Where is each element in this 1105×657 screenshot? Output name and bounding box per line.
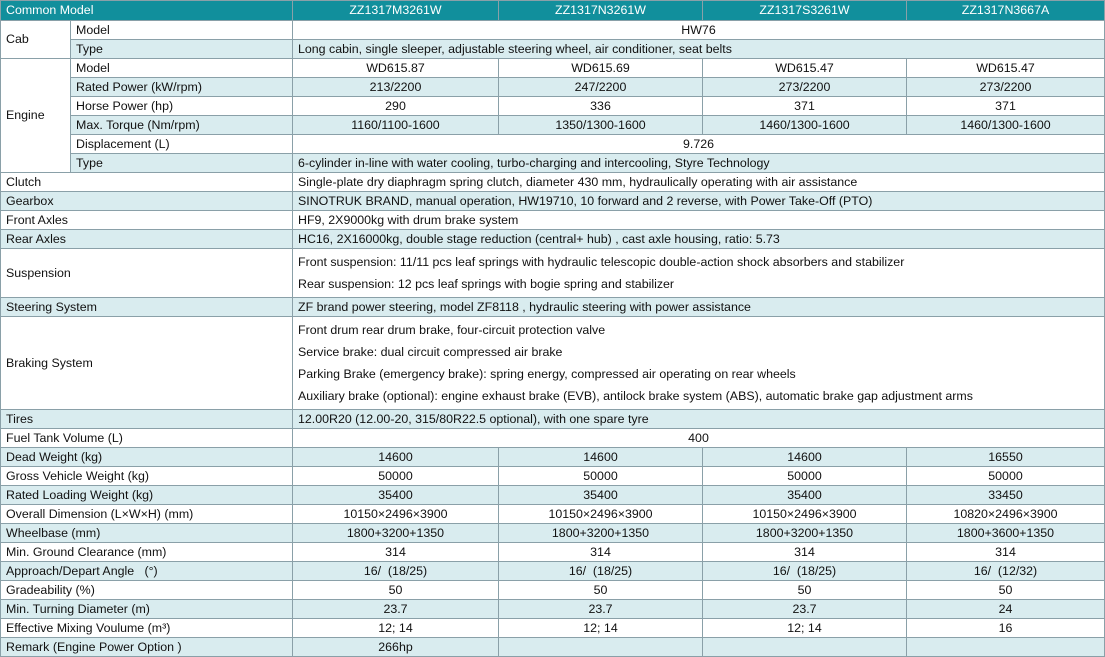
cell: WD615.87 xyxy=(293,59,499,78)
remark-row xyxy=(1,638,1105,657)
turning-diameter-row xyxy=(1,600,1105,619)
row-label: Tires xyxy=(1,410,293,429)
cell xyxy=(499,638,703,657)
cell: 35400 xyxy=(499,486,703,505)
row-label: Type xyxy=(71,40,293,59)
engine-model-row xyxy=(1,59,1105,78)
fuel-tank-row xyxy=(1,429,1105,448)
engine-torque-row xyxy=(1,116,1105,135)
dead-weight-row xyxy=(1,448,1105,467)
cell: 1160/1100-1600 xyxy=(293,116,499,135)
suspension-row xyxy=(1,249,1105,298)
row-label: Front Axles xyxy=(1,211,293,230)
row-label: Max. Torque (Nm/rpm) xyxy=(71,116,293,135)
row-label: Fuel Tank Volume (L) xyxy=(1,429,293,448)
cell: 1800+3200+1350 xyxy=(499,524,703,543)
row-label: Clutch xyxy=(1,173,293,192)
cell: 314 xyxy=(499,543,703,562)
cell: 16/ (12/32) xyxy=(907,562,1105,581)
row-label: Suspension xyxy=(1,249,293,298)
cell: 1460/1300-1600 xyxy=(907,116,1105,135)
rated-loading-row xyxy=(1,486,1105,505)
row-label: Dead Weight (kg) xyxy=(1,448,293,467)
cell xyxy=(703,638,907,657)
row-label: Rated Power (kW/rpm) xyxy=(71,78,293,97)
row-label: Steering System xyxy=(1,298,293,317)
displacement-value: 9.726 xyxy=(293,135,1105,154)
rear-axles-row xyxy=(1,230,1105,249)
cell: 50000 xyxy=(703,467,907,486)
clutch-row xyxy=(1,173,1105,192)
wheelbase-row xyxy=(1,524,1105,543)
row-label: Overall Dimension (L×W×H) (mm) xyxy=(1,505,293,524)
cell: 50 xyxy=(703,581,907,600)
cell: 14600 xyxy=(499,448,703,467)
cell: 266hp xyxy=(293,638,499,657)
steering-row xyxy=(1,298,1105,317)
row-label: Min. Ground Clearance (mm) xyxy=(1,543,293,562)
row-label: Horse Power (hp) xyxy=(71,97,293,116)
braking-value xyxy=(293,317,1105,410)
cell: 336 xyxy=(499,97,703,116)
cell: 16/ (18/25) xyxy=(499,562,703,581)
cell: 371 xyxy=(907,97,1105,116)
cell: 12; 14 xyxy=(499,619,703,638)
cell: 290 xyxy=(293,97,499,116)
cell: WD615.47 xyxy=(703,59,907,78)
cell: 16/ (18/25) xyxy=(293,562,499,581)
rear-axles-value: HC16, 2X16000kg, double stage reduction (central+ hub) , cast axle housing, ratio: 5.73 xyxy=(293,230,1105,249)
cell: 23.7 xyxy=(293,600,499,619)
model-header: ZZ1317M3261W xyxy=(293,1,499,21)
cell: 12; 14 xyxy=(703,619,907,638)
tires-value: 12.00R20 (12.00-20, 315/80R22.5 optional), with one spare tyre xyxy=(293,410,1105,429)
front-axles-row xyxy=(1,211,1105,230)
overall-dimension-row xyxy=(1,505,1105,524)
suspension-line: Front suspension: 11/11 pcs leaf springs with hydraulic telescopic double-action shock absorbers and stabilizer xyxy=(298,255,905,269)
row-label: Approach/Depart Angle (°) xyxy=(1,562,293,581)
cab-type-row xyxy=(1,40,1105,59)
model-header: ZZ1317S3261W xyxy=(703,1,907,21)
front-axles-value: HF9, 2X9000kg with drum brake system xyxy=(293,211,1105,230)
row-label: Min. Turning Diameter (m) xyxy=(1,600,293,619)
engine-hp-row xyxy=(1,97,1105,116)
cell: 23.7 xyxy=(703,600,907,619)
braking-line: Auxiliary brake (optional): engine exhaust brake (EVB), antilock brake system (ABS), automatic brake gap adjustment arms xyxy=(298,389,973,403)
row-label: Displacement (L) xyxy=(71,135,293,154)
cell: 35400 xyxy=(703,486,907,505)
cell: 273/2200 xyxy=(703,78,907,97)
cell: 1800+3200+1350 xyxy=(293,524,499,543)
row-label: Rated Loading Weight (kg) xyxy=(1,486,293,505)
cell: 50 xyxy=(907,581,1105,600)
cell: 10150×2496×3900 xyxy=(293,505,499,524)
row-label: Type xyxy=(71,154,293,173)
model-header: ZZ1317N3667A xyxy=(907,1,1105,21)
cell: 1800+3200+1350 xyxy=(703,524,907,543)
row-label: Gross Vehicle Weight (kg) xyxy=(1,467,293,486)
cell: 371 xyxy=(703,97,907,116)
cell: 247/2200 xyxy=(499,78,703,97)
braking-line: Service brake: dual circuit compressed air brake xyxy=(298,345,563,359)
cell: 14600 xyxy=(293,448,499,467)
cell: 213/2200 xyxy=(293,78,499,97)
fuel-tank-value: 400 xyxy=(293,429,1105,448)
model-header: ZZ1317N3261W xyxy=(499,1,703,21)
cell: 50 xyxy=(293,581,499,600)
cell: 50 xyxy=(499,581,703,600)
row-label: Wheelbase (mm) xyxy=(1,524,293,543)
cell: 23.7 xyxy=(499,600,703,619)
cell: 10150×2496×3900 xyxy=(703,505,907,524)
row-label: Rear Axles xyxy=(1,230,293,249)
row-label: Model xyxy=(71,21,293,40)
cell: 50000 xyxy=(499,467,703,486)
cell: 1350/1300-1600 xyxy=(499,116,703,135)
engine-power-row xyxy=(1,78,1105,97)
cell: 16550 xyxy=(907,448,1105,467)
gross-weight-row xyxy=(1,467,1105,486)
row-label: Braking System xyxy=(1,317,293,410)
cell: 10150×2496×3900 xyxy=(499,505,703,524)
cell: 273/2200 xyxy=(907,78,1105,97)
suspension-value xyxy=(293,249,1105,298)
gradeability-row xyxy=(1,581,1105,600)
cab-model-row xyxy=(1,21,1105,40)
row-label: Gradeability (%) xyxy=(1,581,293,600)
cell: 10820×2496×3900 xyxy=(907,505,1105,524)
steering-value: ZF brand power steering, model ZF8118 , hydraulic steering with power assistance xyxy=(293,298,1105,317)
mixing-volume-row xyxy=(1,619,1105,638)
engine-group-label: Engine xyxy=(1,59,71,173)
cell: WD615.47 xyxy=(907,59,1105,78)
cell: 24 xyxy=(907,600,1105,619)
cell xyxy=(907,638,1105,657)
cell: 14600 xyxy=(703,448,907,467)
cab-group-label: Cab xyxy=(1,21,71,59)
approach-angle-row xyxy=(1,562,1105,581)
clutch-value: Single-plate dry diaphragm spring clutch, diameter 430 mm, hydraulically operating with air assistance xyxy=(293,173,1105,192)
gearbox-value: SINOTRUK BRAND, manual operation, HW19710, 10 forward and 2 reverse, with Power Take-Off (PTO) xyxy=(293,192,1105,211)
cell: 16 xyxy=(907,619,1105,638)
gearbox-row xyxy=(1,192,1105,211)
braking-line: Front drum rear drum brake, four-circuit protection valve xyxy=(298,323,606,337)
engine-type-row xyxy=(1,154,1105,173)
cell: 16/ (18/25) xyxy=(703,562,907,581)
braking-line: Parking Brake (emergency brake): spring energy, compressed air operating on rear wheels xyxy=(298,367,796,381)
row-label: Gearbox xyxy=(1,192,293,211)
header-label: Common Model xyxy=(1,1,293,21)
tires-row xyxy=(1,410,1105,429)
cell: 50000 xyxy=(907,467,1105,486)
row-label: Model xyxy=(71,59,293,78)
engine-type-value: 6-cylinder in-line with water cooling, turbo-charging and intercooling, Styre Technology xyxy=(293,154,1105,173)
braking-row xyxy=(1,317,1105,410)
cab-type-value: Long cabin, single sleeper, adjustable steering wheel, air conditioner, seat belts xyxy=(293,40,1105,59)
row-label: Effective Mixing Voulume (m³) xyxy=(1,619,293,638)
engine-displacement-row xyxy=(1,135,1105,154)
suspension-line: Rear suspension: 12 pcs leaf springs with bogie spring and stabilizer xyxy=(298,277,675,291)
row-label: Remark (Engine Power Option ) xyxy=(1,638,293,657)
ground-clearance-row xyxy=(1,543,1105,562)
cab-model-value: HW76 xyxy=(293,21,1105,40)
header-row xyxy=(1,1,1105,21)
cell: 314 xyxy=(907,543,1105,562)
cell: WD615.69 xyxy=(499,59,703,78)
cell: 1460/1300-1600 xyxy=(703,116,907,135)
cell: 35400 xyxy=(293,486,499,505)
cell: 12; 14 xyxy=(293,619,499,638)
cell: 314 xyxy=(293,543,499,562)
cell: 314 xyxy=(703,543,907,562)
cell: 50000 xyxy=(293,467,499,486)
cell: 33450 xyxy=(907,486,1105,505)
cell: 1800+3600+1350 xyxy=(907,524,1105,543)
